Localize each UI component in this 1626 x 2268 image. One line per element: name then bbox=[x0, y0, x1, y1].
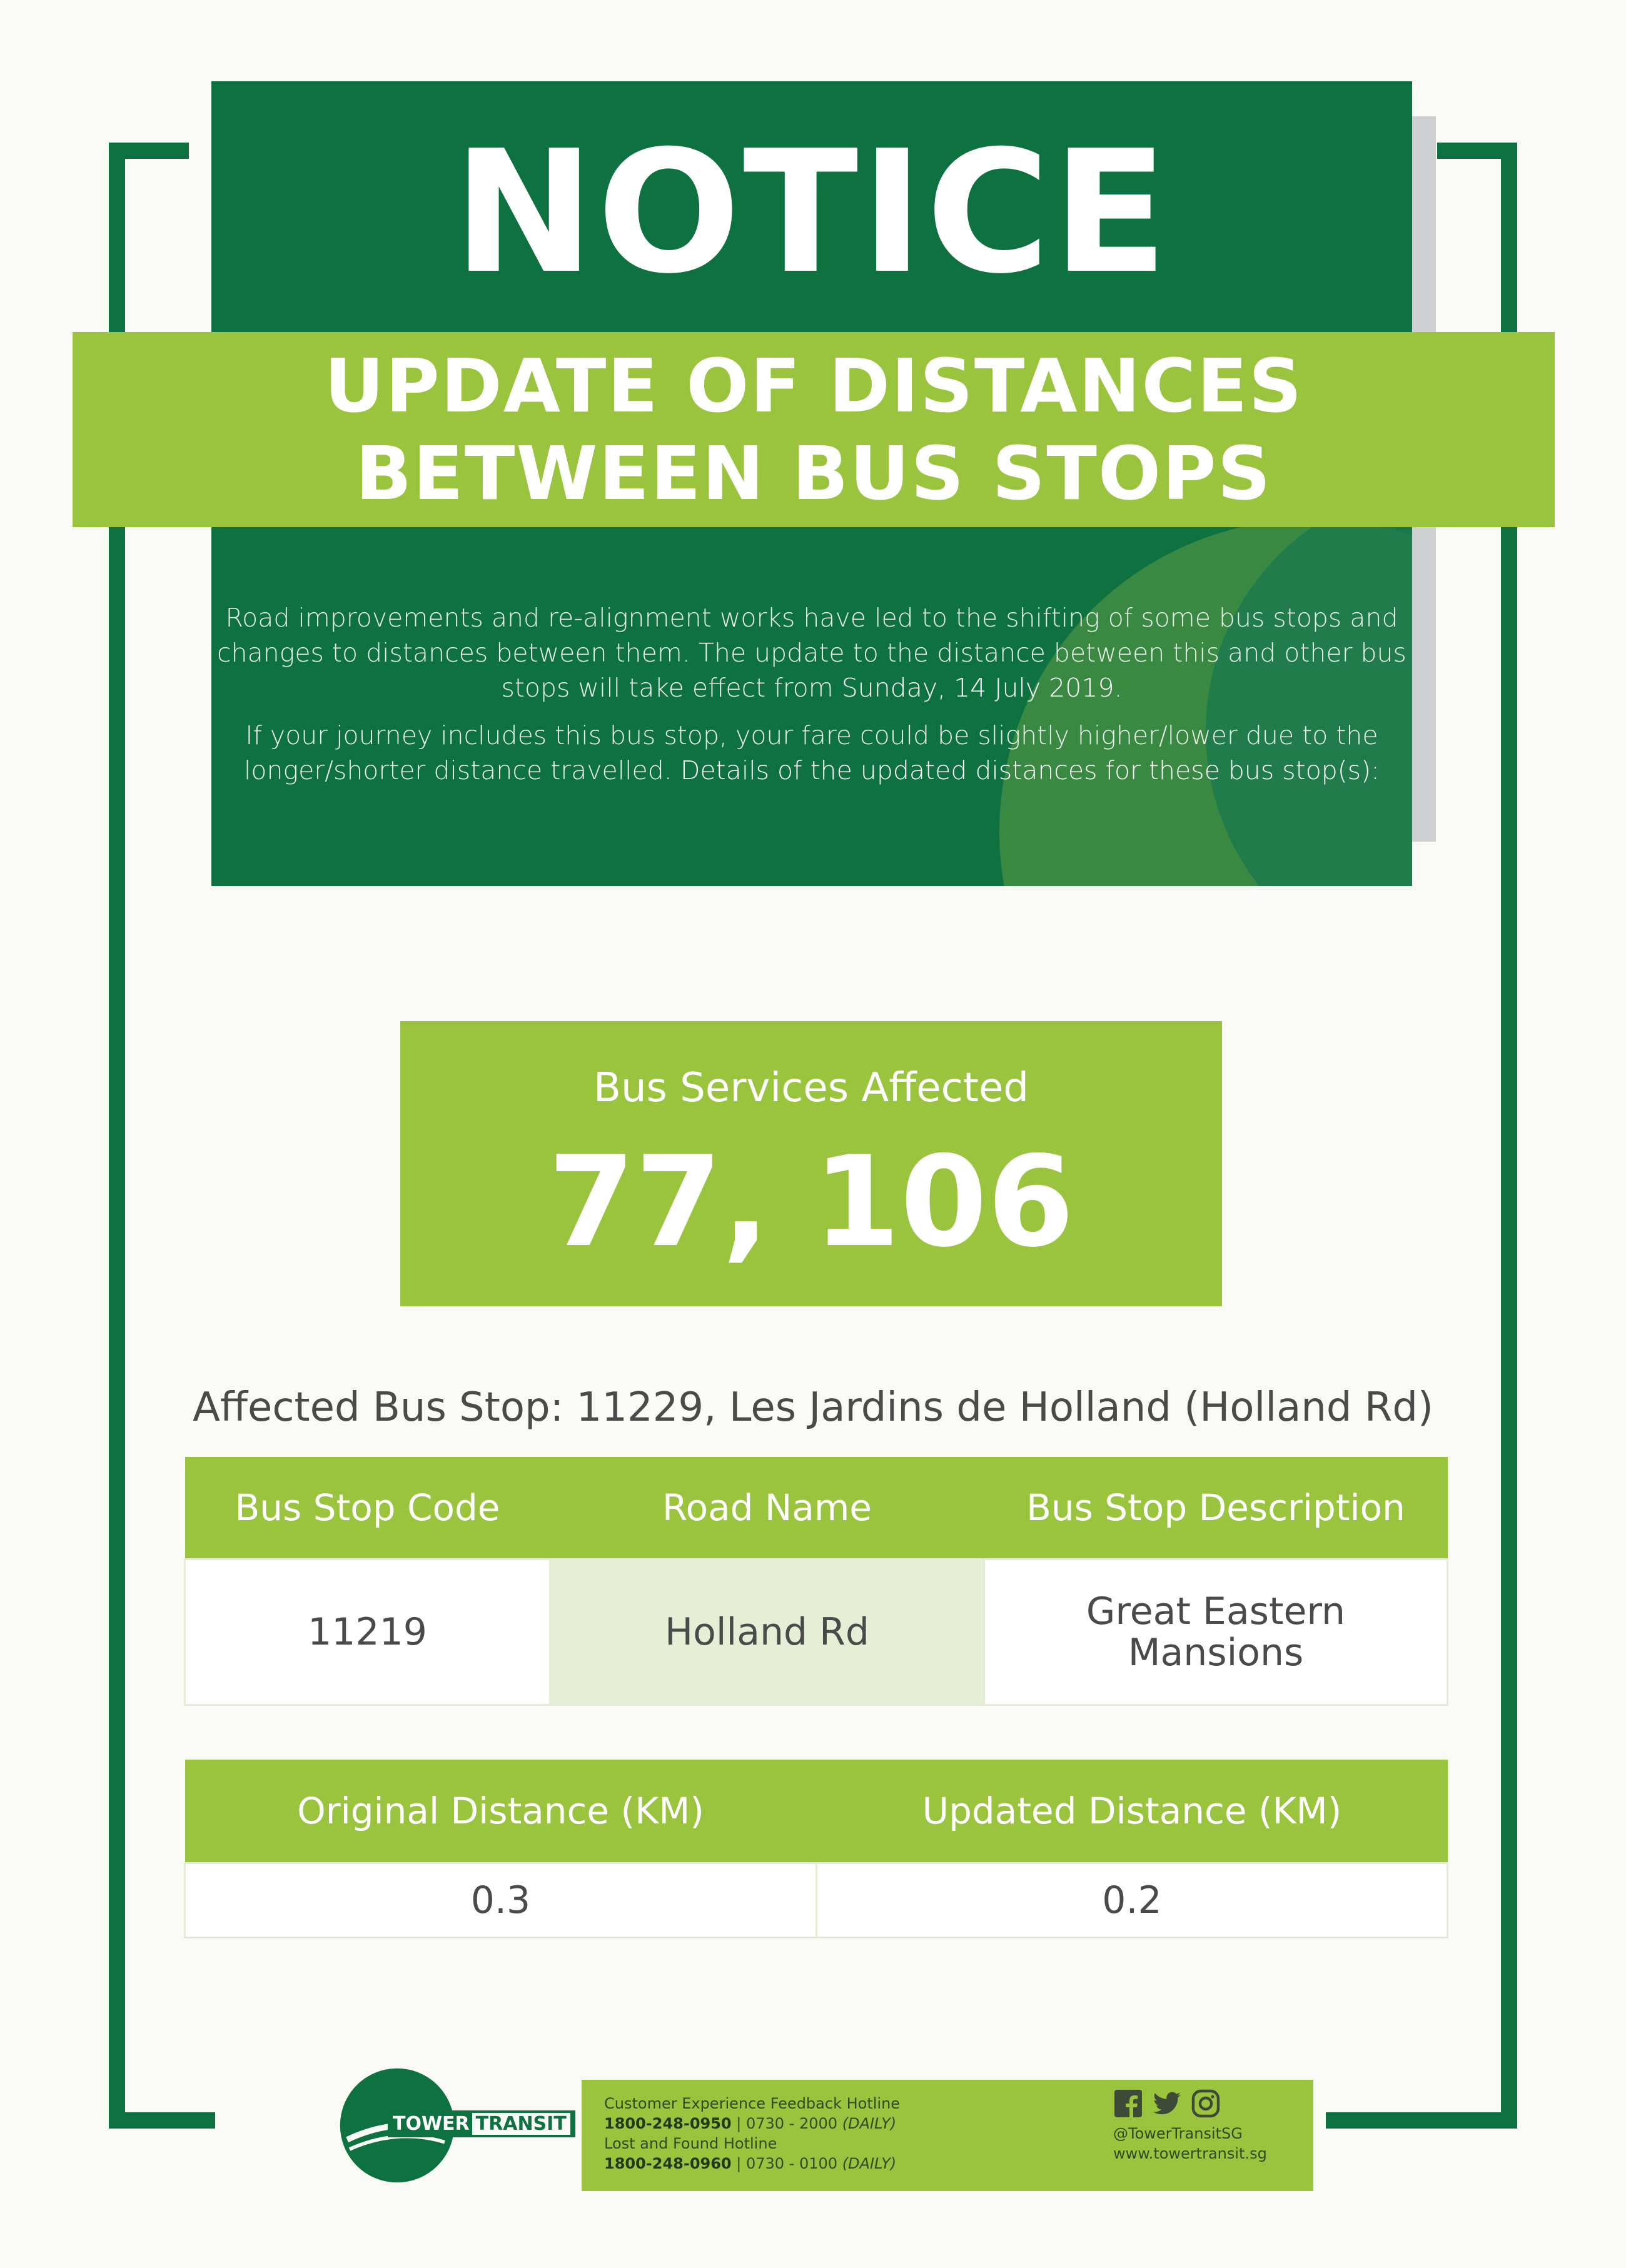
column-header: Bus Stop Code bbox=[185, 1457, 550, 1560]
logo-word-2: TRANSIT bbox=[472, 2113, 570, 2135]
frame-bottom-left-corner bbox=[109, 2112, 215, 2129]
frame-bottom-right-corner bbox=[1326, 2112, 1517, 2129]
twitter-icon[interactable] bbox=[1152, 2089, 1182, 2119]
hotline-2-number[interactable]: 1800-248-0960 bbox=[604, 2155, 732, 2172]
footer-contact-bar bbox=[582, 2080, 1313, 2191]
hotline-1-label: Customer Experience Feedback Hotline bbox=[604, 2095, 901, 2112]
affected-stop-heading: Affected Bus Stop: 11229, Les Jardins de Holland (Holland Rd) bbox=[193, 1384, 1433, 1431]
services-affected-box bbox=[400, 1021, 1222, 1306]
logo-wordmark bbox=[388, 2110, 575, 2137]
intro-p1-text: Road improvements and re-alignment works have led to the shifting of some bus stops and changes to distances between them. The update to the distance between this and other bus stops will take effect from bbox=[217, 603, 1406, 703]
effective-date: Sunday, 14 July 2019 bbox=[841, 673, 1114, 703]
table-cell: 11219 bbox=[185, 1560, 550, 1705]
distance-table bbox=[184, 1760, 1448, 1938]
table-cell: 0.3 bbox=[185, 1863, 817, 1938]
intro-p1-end: . bbox=[1114, 673, 1123, 703]
services-affected-label: Bus Services Affected bbox=[593, 1065, 1029, 1111]
bus-stop-table bbox=[184, 1457, 1448, 1706]
hotline-1-hours: 0730 - 2000 bbox=[745, 2115, 838, 2132]
table-cell: Great Eastern Mansions bbox=[984, 1560, 1448, 1705]
instagram-icon[interactable] bbox=[1191, 2089, 1221, 2119]
facebook-icon[interactable] bbox=[1113, 2089, 1143, 2119]
intro-p2-text: If your journey includes this bus stop, your fare could be slightly higher/lower due to the longer/shorter distance travelled. bbox=[244, 720, 1378, 785]
table-row bbox=[185, 1560, 1448, 1705]
hotline-1-number[interactable]: 1800-248-0950 bbox=[604, 2115, 732, 2132]
intro-text bbox=[211, 600, 1412, 800]
table-cell: 0.2 bbox=[817, 1863, 1448, 1938]
column-header: Bus Stop Description bbox=[984, 1457, 1448, 1560]
frame-top-right-corner bbox=[1437, 143, 1517, 159]
hotline-2-label: Lost and Found Hotline bbox=[604, 2135, 777, 2152]
website-link[interactable]: www.towertransit.sg bbox=[1113, 2145, 1267, 2162]
social-handle[interactable]: @TowerTransitSG bbox=[1113, 2125, 1243, 2142]
page-title: NOTICE bbox=[453, 114, 1171, 311]
column-header: Original Distance (KM) bbox=[185, 1760, 817, 1863]
subtitle-banner bbox=[73, 332, 1555, 527]
hotline-info: Customer Experience Feedback Hotline 1800-248-0950 | 0730 - 2000 (DAILY) Lost and Found Hotline 1800-248-0960 | 0730 - 0100 (DAILY) bbox=[604, 2095, 901, 2172]
logo-word-1: TOWER bbox=[393, 2113, 470, 2135]
frame-top-left-corner bbox=[109, 143, 189, 159]
social-info bbox=[1113, 2089, 1267, 2164]
column-header: Updated Distance (KM) bbox=[817, 1760, 1448, 1863]
intro-paragraph-2 bbox=[211, 718, 1412, 788]
subtitle-line-1: UPDATE OF DISTANCES bbox=[324, 343, 1303, 429]
hotline-2-days: (DAILY) bbox=[842, 2155, 897, 2172]
column-header: Road Name bbox=[550, 1457, 984, 1560]
table-header-row bbox=[185, 1457, 1448, 1560]
table-row bbox=[185, 1863, 1448, 1938]
services-affected-numbers: 77, 106 bbox=[548, 1129, 1074, 1275]
hotline-1-days: (DAILY) bbox=[842, 2115, 897, 2132]
intro-paragraph-1 bbox=[211, 600, 1412, 705]
intro-p2-highlight: Details of the updated distances for these bus stop(s): bbox=[680, 755, 1380, 785]
subtitle-line-2: BETWEEN BUS STOPS bbox=[355, 430, 1272, 517]
table-header-row bbox=[185, 1760, 1448, 1863]
hotline-2-hours: 0730 - 0100 bbox=[745, 2155, 838, 2172]
table-cell: Holland Rd bbox=[550, 1560, 984, 1705]
